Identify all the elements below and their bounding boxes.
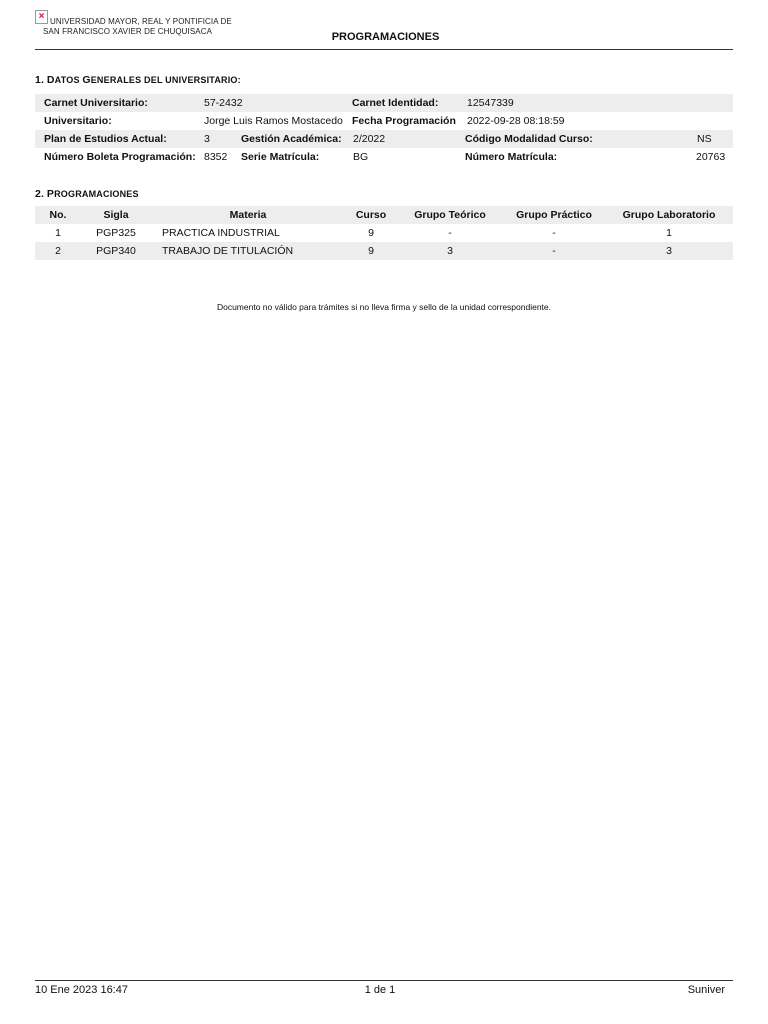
cell-grupo-teorico: 3 [447,245,453,257]
cell-curso: 9 [368,245,374,257]
cell-materia: TRABAJO DE TITULACIÓN [162,245,294,257]
table-header-row [35,206,733,224]
value-carnet-identidad: 12547339 [467,97,514,109]
footer-divider [35,980,733,981]
info-row-2 [35,112,733,130]
value-plan-estudios: 3 [204,133,210,145]
column-header-grupo-laboratorio: Grupo Laboratorio [622,209,716,221]
value-codigo-modalidad: NS [697,133,712,145]
column-header-no: No. [49,209,67,221]
value-universitario: Jorge Luis Ramos Mostacedo [204,115,343,127]
university-name-line2: SAN FRANCISCO XAVIER DE CHUQUISACA [43,27,213,36]
column-header-curso: Curso [355,209,387,221]
footer-system-name: Suniver [687,984,725,996]
university-name-line1: UNIVERSIDAD MAYOR, REAL Y PONTIFICIA DE [50,17,232,26]
info-row-1 [35,94,733,112]
label-fecha-programacion: Fecha Programación [352,115,456,127]
table-row [35,242,733,260]
section2-title: 2. PROGRAMACIONES [35,188,139,200]
value-gestion-academica: 2/2022 [353,133,386,145]
section1-title: 1. DATOS GENERALES DEL UNIVERSITARIO: [35,74,241,86]
info-row-4 [35,148,733,166]
value-numero-boleta: 8352 [204,151,228,163]
column-header-materia: Materia [229,209,267,221]
label-numero-boleta: Número Boleta Programación: [44,151,196,163]
value-serie-matricula: BG [353,151,369,163]
broken-logo-image-icon: × [35,10,48,24]
info-row-3 [35,130,733,148]
footer-page-number: 1 de 1 [364,984,396,996]
value-fecha-programacion: 2022-09-28 08:18:59 [467,115,565,127]
header-divider [35,49,733,50]
cell-grupo-teorico: - [448,227,452,239]
value-carnet-universitario: 57-2432 [204,97,243,109]
cell-sigla: PGP340 [96,245,136,257]
column-header-grupo-teorico: Grupo Teórico [414,209,486,221]
cell-no: 2 [55,245,61,257]
label-carnet-universitario: Carnet Universitario: [44,97,148,109]
cell-sigla: PGP325 [96,227,136,239]
cell-materia: PRACTICA INDUSTRIAL [162,227,280,239]
label-universitario: Universitario: [44,115,112,127]
label-codigo-modalidad: Código Modalidad Curso: [465,133,593,145]
table-row [35,224,733,242]
footer-datetime: 10 Ene 2023 16:47 [35,984,128,996]
label-serie-matricula: Serie Matrícula: [241,151,320,163]
cell-grupo-practico: - [552,245,556,257]
cell-no: 1 [55,227,61,239]
label-numero-matricula: Número Matrícula: [465,151,558,163]
cell-grupo-laboratorio: 1 [666,227,672,239]
column-header-sigla: Sigla [103,209,129,221]
cell-grupo-laboratorio: 3 [666,245,672,257]
column-header-grupo-practico: Grupo Práctico [516,209,592,221]
validity-notice: Documento no válido para trámites si no lleva firma y sello de la unidad correspondiente. [216,302,552,312]
label-gestion-academica: Gestión Académica: [241,133,342,145]
cell-grupo-practico: - [552,227,556,239]
page-title: PROGRAMACIONES [331,31,440,43]
cell-curso: 9 [368,227,374,239]
value-numero-matricula: 20763 [696,151,726,163]
label-plan-estudios: Plan de Estudios Actual: [44,133,167,145]
label-carnet-identidad: Carnet Identidad: [352,97,439,109]
